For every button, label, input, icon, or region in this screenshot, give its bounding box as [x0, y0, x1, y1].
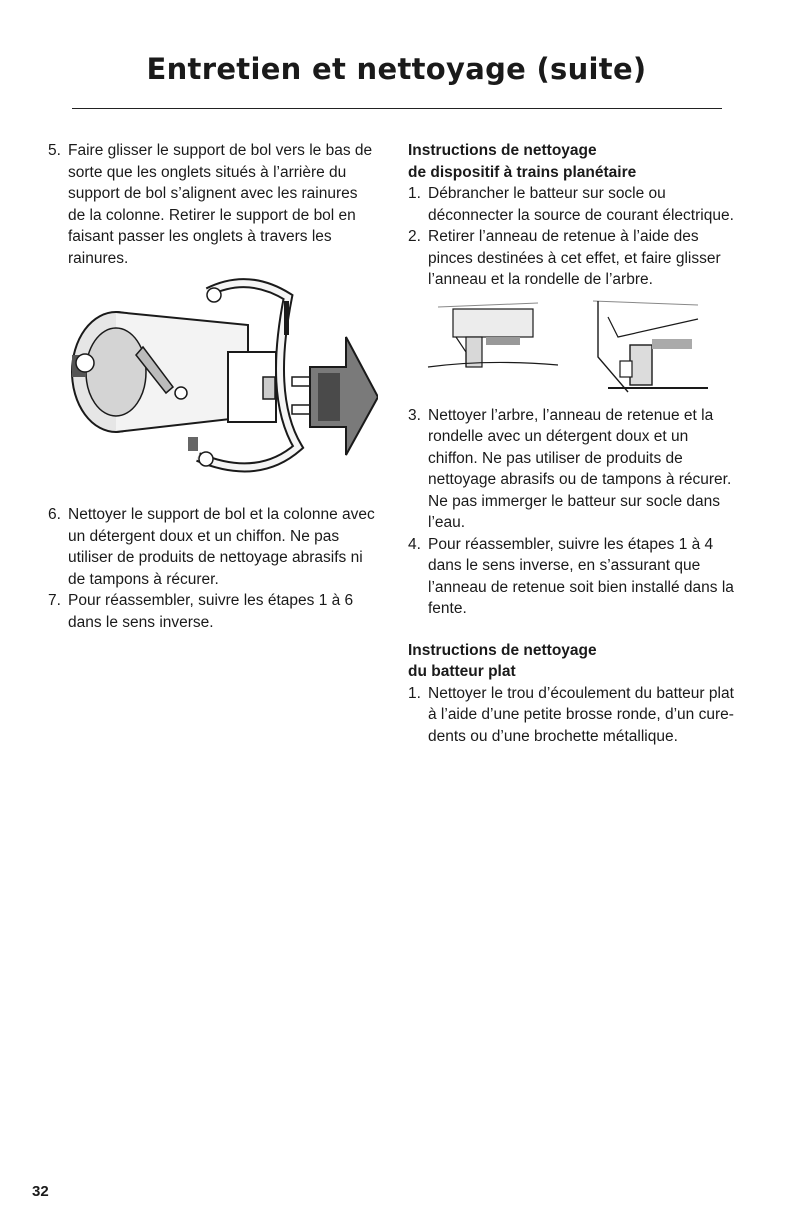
step-number: 7. [48, 592, 61, 609]
step-number: 3. [408, 406, 421, 424]
planetary-steps-top [408, 183, 738, 291]
step-number: 6. [48, 506, 61, 523]
page-number: 32 [32, 1183, 49, 1200]
section-heading [408, 640, 738, 683]
step-5 [48, 140, 378, 269]
step-text: Pour réassembler, suivre les étapes 1 à 4 dans le sens inverse, en s’assurant que l’anneau de retenue soit bien installé dans la fente. [428, 535, 734, 617]
step-number: 2. [408, 228, 421, 245]
planetary-steps-bottom [408, 405, 738, 620]
step-number: 5. [48, 142, 61, 159]
retaining-ring-illustration [408, 297, 738, 405]
step-text: Pour réassembler, suivre les étapes 1 à 6 dans le sens inverse. [68, 592, 354, 631]
right-column [408, 140, 738, 747]
step-text: Faire glisser le support de bol vers le bas de sorte que les onglets situés à l’arrière du support de bol s’alignent avec les rainures de la colonne. Retirer le support de bol en faisant passer les onglets à travers les rainures. [68, 142, 373, 267]
step-7 [48, 590, 378, 633]
planetary-step-2 [408, 226, 738, 291]
left-column [48, 140, 378, 633]
flat-beater-step-1 [408, 683, 738, 748]
planetary-step-1 [408, 183, 738, 226]
planetary-step-3 [408, 405, 738, 534]
step-text: Nettoyer l’arbre, l’anneau de retenue et la rondelle avec un détergent doux et un chiffon. Ne pas utiliser de produits de nettoyage abrasifs ou de tampons à récurer. Ne pas immerger le batteur sur socle dans l’eau. [428, 406, 732, 531]
step-text: Nettoyer le support de bol et la colonne avec un détergent doux et un chiffon. Ne pas utiliser de produits de nettoyage abrasifs ni de tampons à récurer. [68, 506, 375, 588]
step-number: 4. [408, 535, 421, 553]
step-6 [48, 504, 378, 590]
step-number: 1. [408, 684, 421, 702]
section-heading-line-2: du batteur plat [408, 663, 516, 680]
step-number: 1. [408, 185, 421, 202]
section-heading-line-1: Instructions de nettoyage [408, 641, 597, 659]
section-heading-line-2: de dispositif à trains planétaire [408, 163, 637, 181]
step-text: Débrancher le batteur sur socle ou déconnecter la source de courant électrique. [428, 185, 734, 224]
step-text: Retirer l’anneau de retenue à l’aide des pinces destinées à cet effet, et faire glisser l’anneau et la rondelle de l’arbre. [428, 228, 721, 288]
left-steps-bottom [48, 504, 378, 633]
planetary-step-4 [408, 534, 738, 620]
bowl-support-illustration [48, 277, 378, 492]
title-rule [72, 108, 722, 109]
section-heading [408, 140, 738, 183]
left-steps-top [48, 140, 378, 269]
flat-beater-steps [408, 683, 738, 748]
section-heading-line-1: Instructions de nettoyage [408, 142, 597, 159]
page-title: Entretien et nettoyage (suite) [146, 52, 647, 86]
step-text: Nettoyer le trou d’écoulement du batteur plat à l’aide d’une petite brosse ronde, d’un cure-dents ou d’une brochette métallique. [428, 684, 734, 745]
